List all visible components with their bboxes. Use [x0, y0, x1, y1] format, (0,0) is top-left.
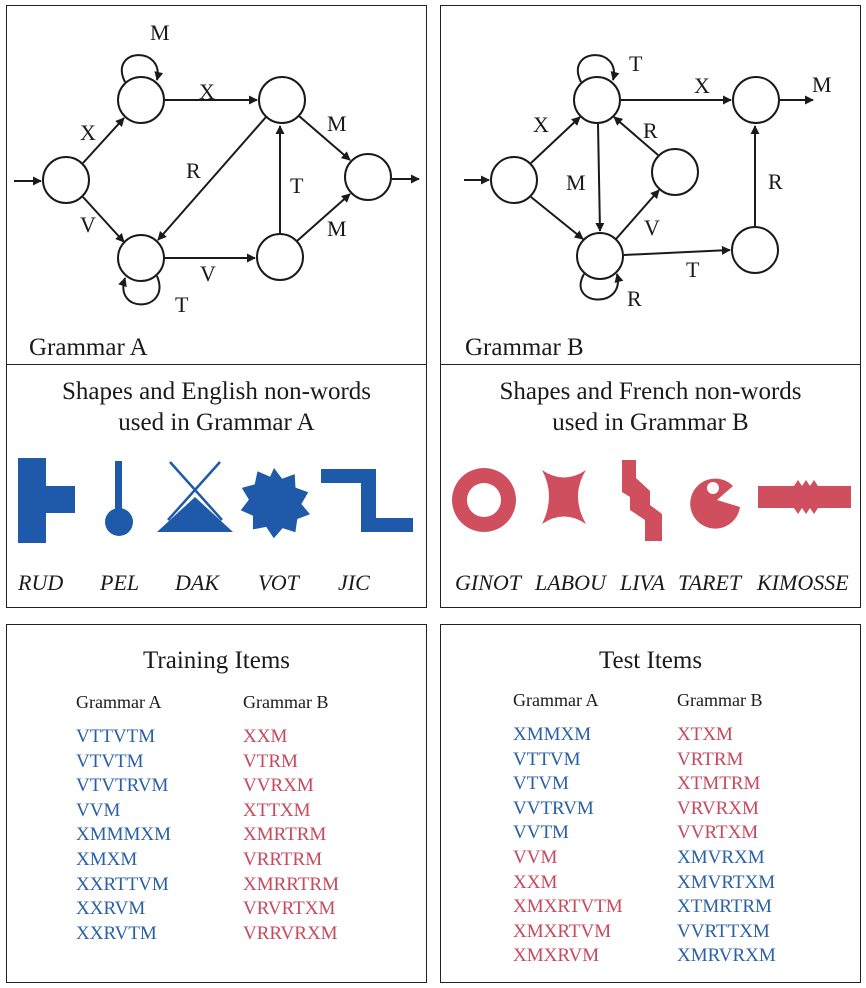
- word-dak: DAK: [175, 570, 219, 595]
- list-item: XTMTRM: [677, 773, 761, 795]
- grammar-b-caption: Grammar B: [465, 334, 584, 361]
- list-item: XMRTRM: [243, 824, 327, 846]
- list-item: VRRVRXM: [243, 922, 338, 944]
- list-item: VTVTM: [76, 750, 144, 772]
- edge-label: R: [186, 158, 201, 183]
- list-item: VTTVM: [513, 748, 581, 770]
- grammar-a-caption: Grammar A: [29, 334, 148, 361]
- list-item: XXRVTM: [76, 922, 157, 944]
- training-col-a-header: Grammar A: [76, 692, 162, 712]
- edge-label: T: [629, 51, 643, 76]
- title-line: Shapes and French non-words: [499, 378, 802, 405]
- edge-label: X: [694, 73, 710, 98]
- list-item: XMVRXM: [677, 847, 765, 868]
- title-line: Shapes and English non-words: [62, 378, 371, 405]
- list-item: XXRTTVM: [76, 873, 169, 895]
- shapes-a-title: [6, 376, 427, 438]
- word-liva: LIVA: [620, 570, 665, 595]
- list-item: XXM: [243, 726, 288, 747]
- edge-label: X: [199, 79, 215, 104]
- list-item: VVRTTXM: [677, 920, 770, 942]
- list-item: VTVTRVM: [76, 775, 169, 797]
- edge-label: T: [175, 292, 189, 317]
- list-item: VVRXM: [243, 775, 314, 797]
- test-panel: [440, 624, 861, 983]
- list-item: XMXRTVM: [513, 920, 612, 942]
- list-item: VTRM: [243, 750, 298, 772]
- edge-label: T: [686, 257, 700, 282]
- edge-label: M: [812, 72, 832, 97]
- word-kimosse: KIMOSSE: [757, 570, 849, 595]
- list-item: XMXRVM: [513, 945, 600, 967]
- list-item: VRRTRM: [243, 849, 323, 870]
- list-item: XTTXM: [243, 799, 311, 821]
- list-item: VTVM: [513, 773, 569, 795]
- edge-label: R: [627, 286, 642, 311]
- word-jic: JIC: [338, 570, 370, 595]
- list-item: VRVRXM: [677, 797, 759, 819]
- test-title: Test Items: [598, 647, 703, 674]
- word-pel: PEL: [100, 570, 140, 595]
- edge-label: X: [80, 120, 96, 145]
- list-item: XMRRTRM: [243, 873, 339, 895]
- list-item: VVM: [76, 799, 121, 821]
- title-line: used in Grammar B: [552, 409, 749, 436]
- grammar-a-panel: [6, 5, 427, 365]
- word-taret: TARET: [678, 570, 742, 595]
- edge-label: V: [644, 215, 660, 240]
- edge-label: V: [80, 212, 96, 237]
- edge-label: V: [200, 261, 216, 286]
- list-item: VRVRTXM: [243, 898, 336, 920]
- training-title: Training Items: [143, 647, 290, 674]
- list-item: XTMRTRM: [677, 896, 772, 918]
- training-panel: [6, 624, 427, 983]
- list-item: XMVRTXM: [677, 871, 776, 893]
- training-col-b-header: Grammar B: [243, 692, 329, 712]
- edge-label: M: [327, 216, 347, 241]
- list-item: VRTRM: [677, 748, 744, 770]
- edge-label: R: [643, 118, 658, 143]
- list-item: XMMMXM: [76, 824, 172, 846]
- grammar-b-panel: [440, 5, 861, 365]
- edge-label: T: [290, 173, 304, 198]
- test-col-b-header: Grammar B: [677, 690, 763, 710]
- edge-label: M: [566, 170, 586, 195]
- list-item: VVTM: [513, 822, 569, 844]
- edge-label: M: [150, 20, 170, 45]
- word-rud: RUD: [18, 570, 64, 595]
- list-item: XXM: [513, 871, 558, 893]
- list-item: XMXM: [76, 849, 138, 870]
- list-item: VVM: [513, 847, 558, 868]
- title-line: used in Grammar A: [118, 409, 315, 436]
- list-item: XMRVRXM: [677, 945, 776, 967]
- word-ginot: GINOT: [455, 570, 522, 595]
- list-item: VVRTXM: [677, 822, 759, 844]
- word-vot: VOT: [258, 570, 299, 595]
- shapes-b-title: [440, 376, 861, 438]
- list-item: VVTRVM: [513, 797, 594, 819]
- list-item: VTTVTM: [76, 726, 156, 747]
- list-item: XXRVM: [76, 898, 146, 920]
- list-item: XMMXM: [513, 724, 592, 745]
- list-item: XMXRTVTM: [513, 896, 623, 918]
- list-item: XTXM: [677, 724, 733, 745]
- test-col-a-header: Grammar A: [513, 690, 599, 710]
- word-labou: LABOU: [535, 570, 606, 595]
- edge-label: R: [768, 169, 783, 194]
- edge-label: X: [533, 112, 549, 137]
- edge-label: M: [327, 111, 347, 136]
